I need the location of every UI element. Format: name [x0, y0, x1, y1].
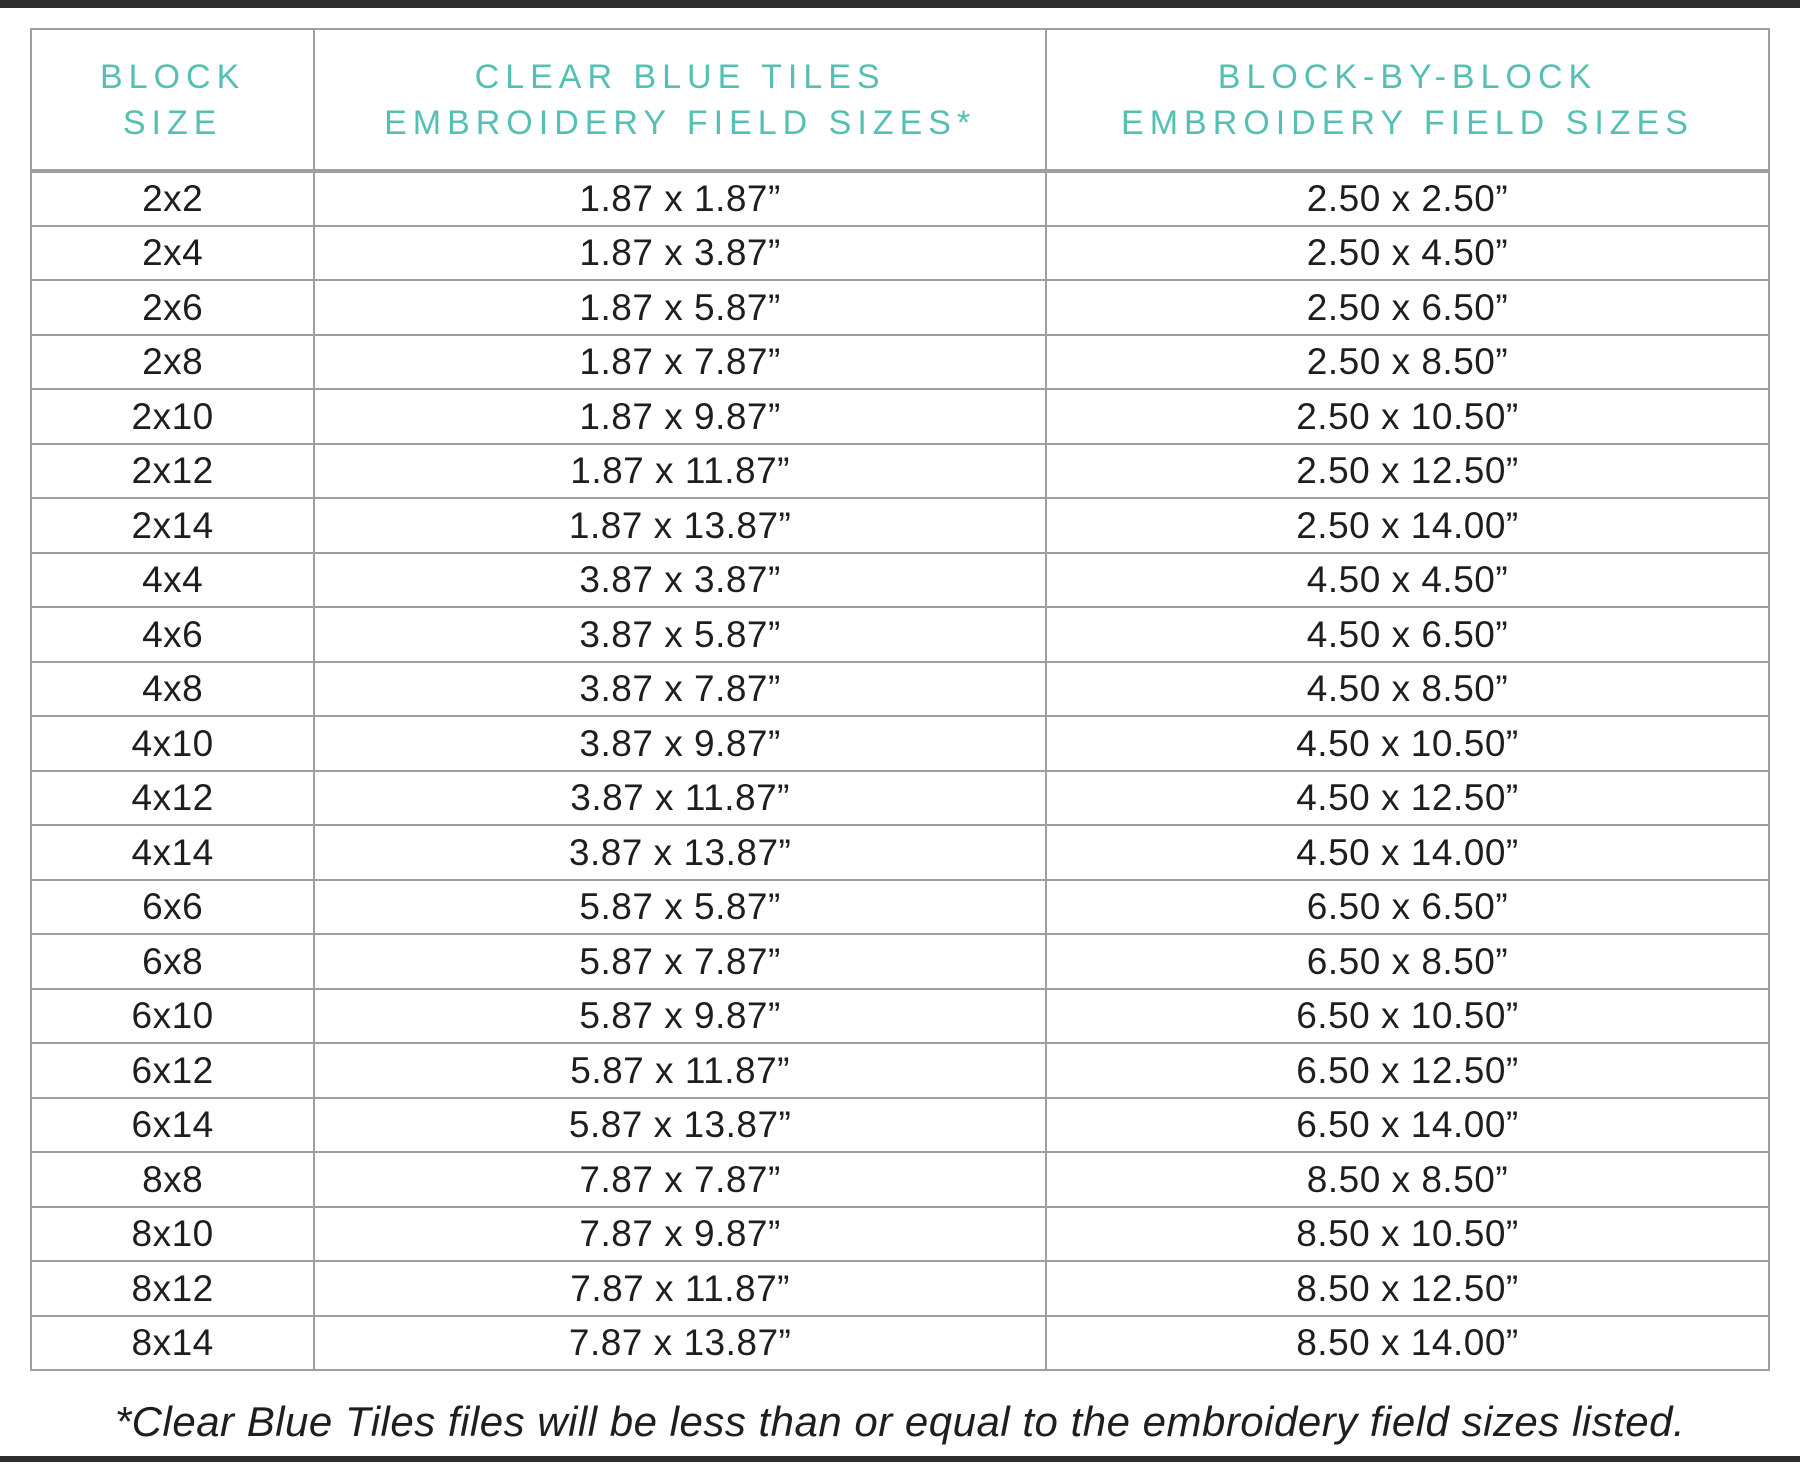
clear-blue-tiles-cell: 1.87 x 7.87” [314, 335, 1046, 390]
clear-blue-tiles-cell: 1.87 x 3.87” [314, 226, 1046, 281]
block-by-block-cell: 2.50 x 10.50” [1046, 389, 1769, 444]
block-by-block-cell: 2.50 x 6.50” [1046, 280, 1769, 335]
table-row [31, 226, 1769, 281]
block-by-block-cell: 2.50 x 14.00” [1046, 498, 1769, 553]
table-row [31, 1316, 1769, 1371]
table-row [31, 716, 1769, 771]
embroidery-field-size-table [30, 28, 1770, 1371]
footnote: *Clear Blue Tiles files will be less than or equal to the embroidery field sizes listed. [114, 1398, 1686, 1445]
table-row [31, 662, 1769, 717]
header-block-size-line2: SIZE [122, 103, 223, 142]
header-block-size [31, 29, 314, 171]
table-row [31, 1043, 1769, 1098]
block-size-cell: 2x4 [31, 226, 314, 281]
block-size-cell: 2x10 [31, 389, 314, 444]
size-table-container [30, 28, 1770, 1371]
block-size-cell: 2x8 [31, 335, 314, 390]
table-row [31, 607, 1769, 662]
block-size-cell: 6x6 [31, 880, 314, 935]
block-by-block-cell: 8.50 x 14.00” [1046, 1316, 1769, 1371]
block-by-block-cell: 4.50 x 14.00” [1046, 825, 1769, 880]
block-by-block-cell: 4.50 x 6.50” [1046, 607, 1769, 662]
block-by-block-cell: 2.50 x 12.50” [1046, 444, 1769, 499]
table-row [31, 498, 1769, 553]
block-size-cell: 4x4 [31, 553, 314, 608]
block-by-block-cell: 6.50 x 6.50” [1046, 880, 1769, 935]
clear-blue-tiles-cell: 1.87 x 1.87” [314, 171, 1046, 226]
clear-blue-tiles-cell: 3.87 x 9.87” [314, 716, 1046, 771]
block-size-cell: 8x14 [31, 1316, 314, 1371]
block-by-block-cell: 4.50 x 8.50” [1046, 662, 1769, 717]
table-row [31, 771, 1769, 826]
header-clear-blue-tiles [314, 29, 1046, 171]
table-row [31, 1098, 1769, 1153]
table-row [31, 880, 1769, 935]
header-clear-blue-tiles-line1: CLEAR BLUE TILES [474, 57, 886, 96]
table-row [31, 989, 1769, 1044]
table-row [31, 1261, 1769, 1316]
clear-blue-tiles-cell: 5.87 x 13.87” [314, 1098, 1046, 1153]
block-size-cell: 4x12 [31, 771, 314, 826]
clear-blue-tiles-cell: 1.87 x 13.87” [314, 498, 1046, 553]
block-size-cell: 4x10 [31, 716, 314, 771]
block-size-cell: 8x10 [31, 1207, 314, 1262]
clear-blue-tiles-cell: 7.87 x 13.87” [314, 1316, 1046, 1371]
block-by-block-cell: 2.50 x 2.50” [1046, 171, 1769, 226]
block-by-block-cell: 8.50 x 12.50” [1046, 1261, 1769, 1316]
block-size-cell: 6x10 [31, 989, 314, 1044]
header-block-by-block-line2: EMBROIDERY FIELD SIZES [1121, 103, 1694, 142]
header-block-by-block [1046, 29, 1769, 171]
block-by-block-cell: 8.50 x 8.50” [1046, 1152, 1769, 1207]
clear-blue-tiles-cell: 7.87 x 9.87” [314, 1207, 1046, 1262]
block-size-cell: 8x12 [31, 1261, 314, 1316]
block-size-cell: 6x8 [31, 934, 314, 989]
block-size-cell: 6x12 [31, 1043, 314, 1098]
block-by-block-cell: 4.50 x 4.50” [1046, 553, 1769, 608]
table-row [31, 1207, 1769, 1262]
scan-artifact-top-edge [0, 0, 1800, 8]
block-by-block-cell: 2.50 x 4.50” [1046, 226, 1769, 281]
scan-artifact-bottom-edge [0, 1456, 1800, 1462]
block-size-cell: 4x6 [31, 607, 314, 662]
block-by-block-cell: 6.50 x 12.50” [1046, 1043, 1769, 1098]
header-block-size-line1: BLOCK [100, 57, 246, 96]
block-size-cell: 4x8 [31, 662, 314, 717]
clear-blue-tiles-cell: 3.87 x 11.87” [314, 771, 1046, 826]
block-size-cell: 4x14 [31, 825, 314, 880]
table-body [31, 171, 1769, 1370]
clear-blue-tiles-cell: 7.87 x 7.87” [314, 1152, 1046, 1207]
clear-blue-tiles-cell: 7.87 x 11.87” [314, 1261, 1046, 1316]
clear-blue-tiles-cell: 3.87 x 7.87” [314, 662, 1046, 717]
block-by-block-cell: 6.50 x 8.50” [1046, 934, 1769, 989]
table-row [31, 335, 1769, 390]
block-size-cell: 2x6 [31, 280, 314, 335]
table-row [31, 389, 1769, 444]
block-by-block-cell: 6.50 x 10.50” [1046, 989, 1769, 1044]
table-row [31, 934, 1769, 989]
clear-blue-tiles-cell: 3.87 x 5.87” [314, 607, 1046, 662]
clear-blue-tiles-cell: 5.87 x 11.87” [314, 1043, 1046, 1098]
block-size-cell: 2x2 [31, 171, 314, 226]
block-by-block-cell: 6.50 x 14.00” [1046, 1098, 1769, 1153]
header-block-by-block-line1: BLOCK-BY-BLOCK [1217, 57, 1598, 96]
block-size-cell: 2x14 [31, 498, 314, 553]
block-by-block-cell: 4.50 x 12.50” [1046, 771, 1769, 826]
clear-blue-tiles-cell: 1.87 x 11.87” [314, 444, 1046, 499]
table-row [31, 825, 1769, 880]
table-row [31, 171, 1769, 226]
table-header-row [31, 29, 1769, 171]
table-row [31, 280, 1769, 335]
block-by-block-cell: 8.50 x 10.50” [1046, 1207, 1769, 1262]
clear-blue-tiles-cell: 1.87 x 9.87” [314, 389, 1046, 444]
table-row [31, 553, 1769, 608]
clear-blue-tiles-cell: 5.87 x 5.87” [314, 880, 1046, 935]
clear-blue-tiles-cell: 3.87 x 3.87” [314, 553, 1046, 608]
table-header [31, 29, 1769, 171]
table-row [31, 444, 1769, 499]
clear-blue-tiles-cell: 1.87 x 5.87” [314, 280, 1046, 335]
clear-blue-tiles-cell: 3.87 x 13.87” [314, 825, 1046, 880]
block-by-block-cell: 4.50 x 10.50” [1046, 716, 1769, 771]
block-by-block-cell: 2.50 x 8.50” [1046, 335, 1769, 390]
block-size-cell: 2x12 [31, 444, 314, 499]
clear-blue-tiles-cell: 5.87 x 9.87” [314, 989, 1046, 1044]
clear-blue-tiles-cell: 5.87 x 7.87” [314, 934, 1046, 989]
block-size-cell: 8x8 [31, 1152, 314, 1207]
block-size-cell: 6x14 [31, 1098, 314, 1153]
table-row [31, 1152, 1769, 1207]
header-clear-blue-tiles-line2: EMBROIDERY FIELD SIZES* [384, 103, 977, 142]
